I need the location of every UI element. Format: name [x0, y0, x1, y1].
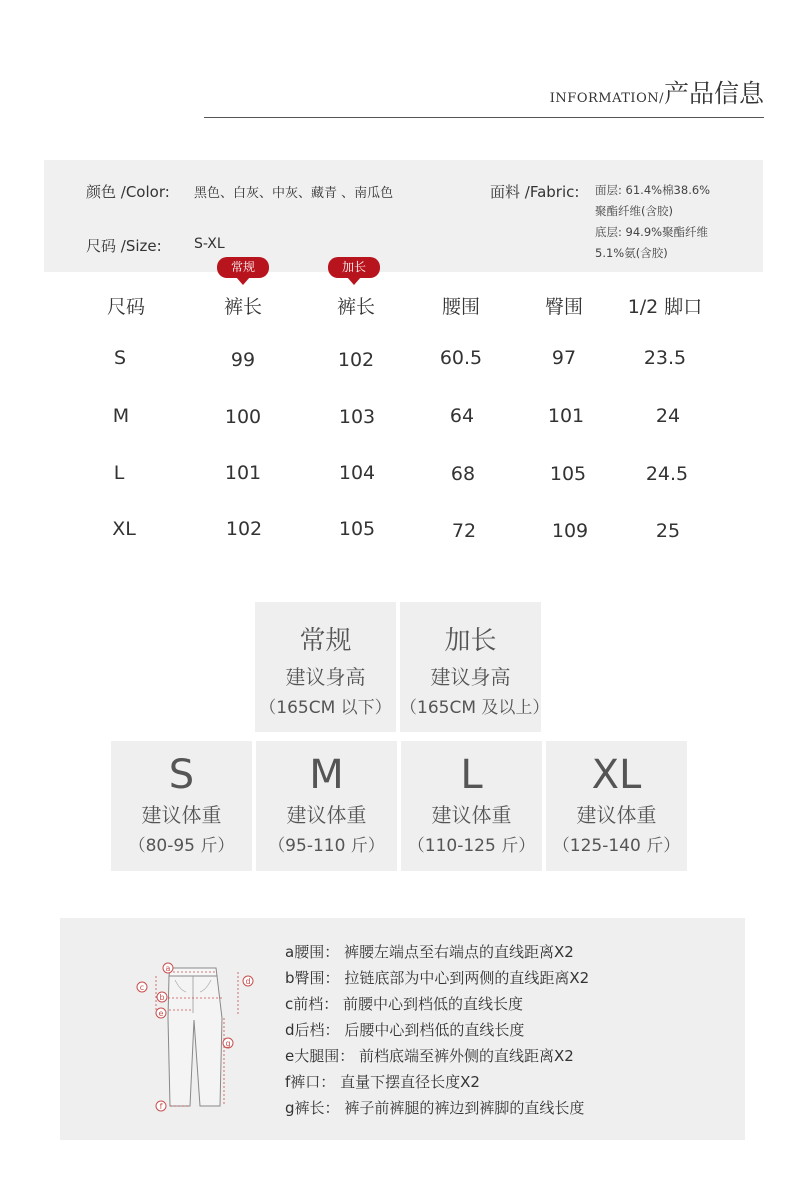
measurement-key: b臀围：	[285, 969, 340, 987]
section-title-cn: 产品信息	[663, 79, 764, 108]
weight-rec-range: （110-125 斤）	[407, 836, 536, 856]
diagram-letter: b	[159, 993, 165, 1002]
measurement-desc: 直量下摆直径长度X2	[340, 1073, 480, 1091]
table-header: 裤长	[223, 296, 262, 318]
weight-rec-label: 建议体重	[141, 803, 222, 827]
table-cell: 97	[551, 347, 577, 369]
fabric-line: 聚酯纤维(含胶)	[595, 204, 673, 218]
fabric-line: 面层: 61.4%棉38.6%	[595, 183, 711, 197]
height-rec-long	[400, 602, 550, 732]
fabric-line: 5.1%氨(含胶)	[595, 246, 668, 260]
height-rec-label: 建议身高	[285, 665, 366, 689]
table-cell: 103	[338, 406, 376, 428]
section-title	[550, 74, 764, 110]
weight-rec-label: 建议体重	[576, 803, 657, 827]
weight-rec-range: （95-110 斤）	[268, 836, 385, 856]
table-cell: S	[113, 347, 127, 369]
fabric-line: 底层: 94.9%聚酯纤维	[595, 225, 709, 239]
measurement-key: f裤口：	[285, 1073, 336, 1091]
table-cell: 60.5	[439, 347, 483, 369]
diagram-letter: d	[245, 977, 251, 986]
table-cell: 105	[549, 463, 587, 485]
size-value: S-XL	[194, 236, 225, 252]
diagram-letter: g	[225, 1039, 231, 1048]
table-cell: M	[112, 405, 130, 427]
table-cell: 68	[450, 463, 476, 485]
height-rec-label: 建议身高	[430, 665, 511, 689]
size-label: 尺码 /Size:	[86, 237, 162, 255]
height-rec-range: （165CM 以下）	[259, 698, 392, 718]
color-value: 黑色、白灰、中灰、藏青 、南瓜色	[194, 186, 394, 201]
table-cell: 101	[547, 405, 585, 427]
table-cell: 72	[451, 520, 477, 542]
diagram-letter: a	[165, 964, 171, 973]
table-cell: 24.5	[645, 463, 689, 485]
measurement-desc: 拉链底部为中心到两侧的直线距离X2	[344, 969, 590, 987]
weight-rec-range: （125-140 斤）	[552, 836, 681, 856]
measurement-desc: 前腰中心到档低的直线长度	[343, 995, 524, 1013]
weight-rec-size: L	[460, 752, 483, 798]
weight-rec-l	[401, 741, 542, 871]
table-cell: 109	[551, 520, 589, 542]
weight-rec-size: S	[168, 752, 195, 798]
color-label: 颜色 /Color:	[86, 183, 170, 201]
height-rec-title: 加长	[444, 626, 497, 656]
table-cell: 24	[655, 405, 681, 427]
measurement-desc: 后腰中心到档低的直线长度	[344, 1021, 525, 1039]
weight-rec-size: M	[309, 752, 344, 798]
measurement-item	[285, 941, 589, 967]
diagram-letter: c	[139, 983, 145, 992]
height-rec-range: （165CM 及以上）	[400, 698, 550, 718]
title-divider	[204, 117, 764, 118]
section-title-en: INFORMATION/	[549, 91, 664, 106]
table-cell: 100	[224, 406, 262, 428]
measurement-key: g裤长：	[285, 1099, 340, 1117]
pants-diagram-icon	[128, 958, 268, 1118]
fabric-label: 面料 /Fabric:	[490, 183, 580, 201]
table-cell: 23.5	[643, 347, 687, 369]
height-rec-title: 常规	[299, 626, 352, 656]
measurement-item	[285, 1071, 589, 1097]
table-cell: XL	[112, 518, 136, 540]
measurement-desc: 裤子前裤腿的裤边到裤脚的直线长度	[344, 1099, 585, 1117]
table-cell: 25	[655, 520, 681, 542]
measurement-item	[285, 1045, 589, 1071]
badge-regular: 常规	[217, 257, 269, 278]
table-cell: L	[113, 462, 125, 484]
measurement-item	[285, 1019, 589, 1045]
weight-rec-s	[111, 741, 252, 871]
table-cell: 64	[449, 405, 475, 427]
diagram-letter: f	[159, 1102, 163, 1111]
measurement-key: c前档：	[285, 995, 339, 1013]
table-cell: 102	[337, 349, 375, 371]
measurement-item	[285, 993, 589, 1019]
table-header: 臀围	[544, 296, 583, 318]
measurement-desc: 裤腰左端点至右端点的直线距离X2	[343, 943, 574, 961]
weight-rec-xl	[546, 741, 687, 871]
measurement-item	[285, 1097, 589, 1123]
measurement-key: a腰围：	[285, 943, 340, 961]
measurement-key: d后档：	[285, 1021, 340, 1039]
table-header: 腰围	[441, 296, 480, 318]
height-rec-regular	[255, 602, 396, 732]
fabric-value	[595, 180, 710, 264]
weight-rec-label: 建议体重	[431, 803, 512, 827]
table-cell: 105	[338, 518, 376, 540]
table-header: 尺码	[106, 296, 145, 318]
weight-rec-label: 建议体重	[286, 803, 367, 827]
diagram-letter: e	[158, 1009, 164, 1018]
table-header: 裤长	[336, 296, 375, 318]
table-cell: 104	[338, 462, 376, 484]
measurement-key: e大腿围：	[285, 1047, 355, 1065]
measurement-desc: 前档底端至裤外侧的直线距离X2	[359, 1047, 574, 1065]
measurement-list	[285, 941, 589, 1123]
weight-rec-size: XL	[591, 752, 642, 798]
measurement-item	[285, 967, 589, 993]
table-header: 1/2 脚口	[627, 296, 703, 318]
weight-rec-m	[256, 741, 397, 871]
table-cell: 102	[225, 518, 263, 540]
badge-long: 加长	[328, 257, 380, 278]
table-cell: 101	[224, 462, 262, 484]
table-cell: 99	[230, 349, 256, 371]
weight-rec-range: （80-95 斤）	[128, 836, 235, 856]
